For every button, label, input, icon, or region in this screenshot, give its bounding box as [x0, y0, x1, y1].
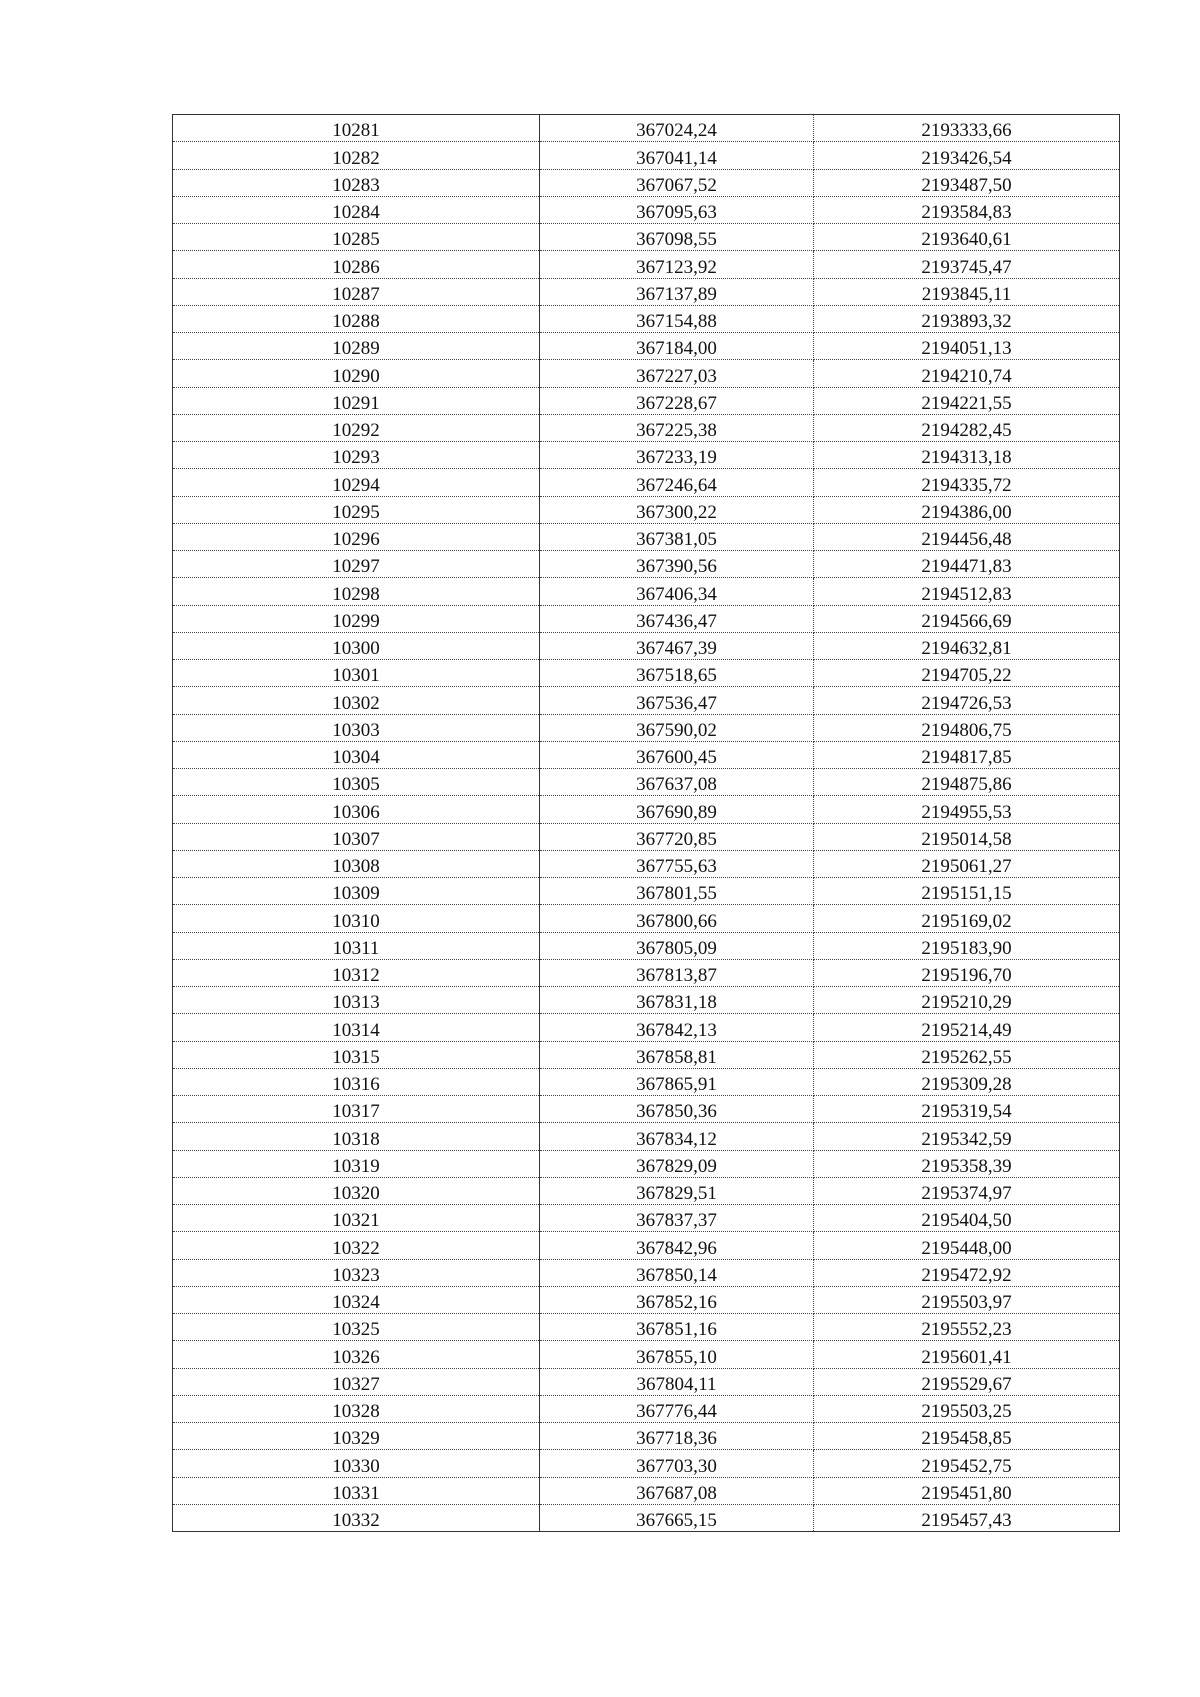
y-coordinate-cell: 2194221,55: [814, 387, 1120, 414]
y-coordinate-cell: 2195404,50: [814, 1205, 1120, 1232]
y-coordinate-cell: 2195210,29: [814, 987, 1120, 1014]
point-number-cell: 10300: [173, 632, 540, 659]
point-number-cell: 10319: [173, 1150, 540, 1177]
point-number-cell: 10299: [173, 605, 540, 632]
point-number-cell: 10322: [173, 1232, 540, 1259]
point-number-cell: 10317: [173, 1096, 540, 1123]
point-number-cell: 10293: [173, 442, 540, 469]
y-coordinate-cell: 2195169,02: [814, 905, 1120, 932]
table-row: [173, 1177, 1120, 1204]
x-coordinate-cell: 367600,45: [540, 741, 814, 768]
x-coordinate-cell: 367842,13: [540, 1014, 814, 1041]
x-coordinate-cell: 367665,15: [540, 1504, 814, 1531]
point-number-cell: 10290: [173, 360, 540, 387]
x-coordinate-cell: 367406,34: [540, 578, 814, 605]
y-coordinate-cell: 2195503,25: [814, 1395, 1120, 1422]
table-row: [173, 442, 1120, 469]
x-coordinate-cell: 367390,56: [540, 551, 814, 578]
x-coordinate-cell: 367300,22: [540, 496, 814, 523]
point-number-cell: 10310: [173, 905, 540, 932]
table-row: [173, 196, 1120, 223]
y-coordinate-cell: 2195457,43: [814, 1504, 1120, 1531]
table-row: [173, 769, 1120, 796]
x-coordinate-cell: 367831,18: [540, 987, 814, 1014]
table-row: [173, 632, 1120, 659]
x-coordinate-cell: 367225,38: [540, 414, 814, 441]
x-coordinate-cell: 367851,16: [540, 1314, 814, 1341]
x-coordinate-cell: 367436,47: [540, 605, 814, 632]
x-coordinate-cell: 367776,44: [540, 1395, 814, 1422]
x-coordinate-cell: 367228,67: [540, 387, 814, 414]
x-coordinate-cell: 367123,92: [540, 251, 814, 278]
table-row: [173, 1096, 1120, 1123]
point-number-cell: 10286: [173, 251, 540, 278]
table-row: [173, 1150, 1120, 1177]
y-coordinate-cell: 2194282,45: [814, 414, 1120, 441]
y-coordinate-cell: 2194955,53: [814, 796, 1120, 823]
table-row: [173, 1205, 1120, 1232]
point-number-cell: 10308: [173, 850, 540, 877]
x-coordinate-cell: 367637,08: [540, 769, 814, 796]
point-number-cell: 10311: [173, 932, 540, 959]
table-row: [173, 305, 1120, 332]
point-number-cell: 10316: [173, 1068, 540, 1095]
y-coordinate-cell: 2194806,75: [814, 714, 1120, 741]
y-coordinate-cell: 2194313,18: [814, 442, 1120, 469]
table-row: [173, 850, 1120, 877]
table-row: [173, 1477, 1120, 1504]
coordinates-table: [172, 114, 1120, 1532]
y-coordinate-cell: 2194456,48: [814, 523, 1120, 550]
point-number-cell: 10325: [173, 1314, 540, 1341]
x-coordinate-cell: 367801,55: [540, 878, 814, 905]
y-coordinate-cell: 2195451,80: [814, 1477, 1120, 1504]
point-number-cell: 10291: [173, 387, 540, 414]
point-number-cell: 10297: [173, 551, 540, 578]
y-coordinate-cell: 2195358,39: [814, 1150, 1120, 1177]
point-number-cell: 10302: [173, 687, 540, 714]
table-row: [173, 1259, 1120, 1286]
table-row: [173, 1232, 1120, 1259]
x-coordinate-cell: 367184,00: [540, 333, 814, 360]
point-number-cell: 10292: [173, 414, 540, 441]
point-number-cell: 10301: [173, 660, 540, 687]
x-coordinate-cell: 367813,87: [540, 959, 814, 986]
y-coordinate-cell: 2195014,58: [814, 823, 1120, 850]
table-row: [173, 1395, 1120, 1422]
point-number-cell: 10281: [173, 115, 540, 142]
y-coordinate-cell: 2194051,13: [814, 333, 1120, 360]
table-row: [173, 823, 1120, 850]
table-row: [173, 1314, 1120, 1341]
table-row: [173, 741, 1120, 768]
y-coordinate-cell: 2194632,81: [814, 632, 1120, 659]
table-row: [173, 1450, 1120, 1477]
y-coordinate-cell: 2194386,00: [814, 496, 1120, 523]
x-coordinate-cell: 367536,47: [540, 687, 814, 714]
table-row: [173, 959, 1120, 986]
y-coordinate-cell: 2195319,54: [814, 1096, 1120, 1123]
x-coordinate-cell: 367590,02: [540, 714, 814, 741]
y-coordinate-cell: 2194210,74: [814, 360, 1120, 387]
point-number-cell: 10314: [173, 1014, 540, 1041]
x-coordinate-cell: 367467,39: [540, 632, 814, 659]
y-coordinate-cell: 2194566,69: [814, 605, 1120, 632]
table-row: [173, 414, 1120, 441]
table-row: [173, 278, 1120, 305]
y-coordinate-cell: 2195552,23: [814, 1314, 1120, 1341]
y-coordinate-cell: 2195183,90: [814, 932, 1120, 959]
table-row: [173, 1423, 1120, 1450]
x-coordinate-cell: 367687,08: [540, 1477, 814, 1504]
point-number-cell: 10318: [173, 1123, 540, 1150]
table-row: [173, 142, 1120, 169]
point-number-cell: 10323: [173, 1259, 540, 1286]
table-row: [173, 660, 1120, 687]
x-coordinate-cell: 367718,36: [540, 1423, 814, 1450]
y-coordinate-cell: 2193745,47: [814, 251, 1120, 278]
coordinates-table-body: [173, 115, 1120, 1532]
y-coordinate-cell: 2195262,55: [814, 1041, 1120, 1068]
x-coordinate-cell: 367024,24: [540, 115, 814, 142]
point-number-cell: 10321: [173, 1205, 540, 1232]
table-row: [173, 1368, 1120, 1395]
point-number-cell: 10304: [173, 741, 540, 768]
x-coordinate-cell: 367837,37: [540, 1205, 814, 1232]
table-row: [173, 469, 1120, 496]
point-number-cell: 10288: [173, 305, 540, 332]
table-row: [173, 714, 1120, 741]
y-coordinate-cell: 2194335,72: [814, 469, 1120, 496]
table-row: [173, 1341, 1120, 1368]
y-coordinate-cell: 2194705,22: [814, 660, 1120, 687]
table-row: [173, 169, 1120, 196]
y-coordinate-cell: 2195458,85: [814, 1423, 1120, 1450]
x-coordinate-cell: 367381,05: [540, 523, 814, 550]
table-row: [173, 523, 1120, 550]
point-number-cell: 10332: [173, 1504, 540, 1531]
point-number-cell: 10315: [173, 1041, 540, 1068]
y-coordinate-cell: 2195503,97: [814, 1286, 1120, 1313]
table-row: [173, 578, 1120, 605]
point-number-cell: 10287: [173, 278, 540, 305]
table-row: [173, 1123, 1120, 1150]
y-coordinate-cell: 2195061,27: [814, 850, 1120, 877]
y-coordinate-cell: 2193893,32: [814, 305, 1120, 332]
y-coordinate-cell: 2195342,59: [814, 1123, 1120, 1150]
point-number-cell: 10282: [173, 142, 540, 169]
y-coordinate-cell: 2193487,50: [814, 169, 1120, 196]
point-number-cell: 10312: [173, 959, 540, 986]
table-row: [173, 115, 1120, 142]
y-coordinate-cell: 2195601,41: [814, 1341, 1120, 1368]
x-coordinate-cell: 367041,14: [540, 142, 814, 169]
y-coordinate-cell: 2195196,70: [814, 959, 1120, 986]
x-coordinate-cell: 367720,85: [540, 823, 814, 850]
y-coordinate-cell: 2195529,67: [814, 1368, 1120, 1395]
x-coordinate-cell: 367855,10: [540, 1341, 814, 1368]
point-number-cell: 10298: [173, 578, 540, 605]
point-number-cell: 10294: [173, 469, 540, 496]
y-coordinate-cell: 2194817,85: [814, 741, 1120, 768]
y-coordinate-cell: 2195472,92: [814, 1259, 1120, 1286]
y-coordinate-cell: 2195214,49: [814, 1014, 1120, 1041]
table-row: [173, 224, 1120, 251]
y-coordinate-cell: 2194726,53: [814, 687, 1120, 714]
x-coordinate-cell: 367095,63: [540, 196, 814, 223]
x-coordinate-cell: 367800,66: [540, 905, 814, 932]
table-row: [173, 796, 1120, 823]
x-coordinate-cell: 367850,14: [540, 1259, 814, 1286]
table-row: [173, 878, 1120, 905]
y-coordinate-cell: 2193640,61: [814, 224, 1120, 251]
x-coordinate-cell: 367154,88: [540, 305, 814, 332]
table-row: [173, 1504, 1120, 1531]
table-row: [173, 987, 1120, 1014]
point-number-cell: 10289: [173, 333, 540, 360]
x-coordinate-cell: 367233,19: [540, 442, 814, 469]
point-number-cell: 10326: [173, 1341, 540, 1368]
point-number-cell: 10320: [173, 1177, 540, 1204]
point-number-cell: 10303: [173, 714, 540, 741]
y-coordinate-cell: 2194875,86: [814, 769, 1120, 796]
y-coordinate-cell: 2194512,83: [814, 578, 1120, 605]
point-number-cell: 10330: [173, 1450, 540, 1477]
x-coordinate-cell: 367858,81: [540, 1041, 814, 1068]
y-coordinate-cell: 2193426,54: [814, 142, 1120, 169]
point-number-cell: 10313: [173, 987, 540, 1014]
y-coordinate-cell: 2195309,28: [814, 1068, 1120, 1095]
point-number-cell: 10305: [173, 769, 540, 796]
point-number-cell: 10309: [173, 878, 540, 905]
y-coordinate-cell: 2193333,66: [814, 115, 1120, 142]
x-coordinate-cell: 367842,96: [540, 1232, 814, 1259]
table-row: [173, 333, 1120, 360]
x-coordinate-cell: 367703,30: [540, 1450, 814, 1477]
x-coordinate-cell: 367850,36: [540, 1096, 814, 1123]
table-row: [173, 1014, 1120, 1041]
x-coordinate-cell: 367865,91: [540, 1068, 814, 1095]
x-coordinate-cell: 367098,55: [540, 224, 814, 251]
point-number-cell: 10328: [173, 1395, 540, 1422]
y-coordinate-cell: 2193845,11: [814, 278, 1120, 305]
point-number-cell: 10296: [173, 523, 540, 550]
point-number-cell: 10327: [173, 1368, 540, 1395]
point-number-cell: 10307: [173, 823, 540, 850]
point-number-cell: 10285: [173, 224, 540, 251]
table-row: [173, 905, 1120, 932]
table-row: [173, 360, 1120, 387]
table-row: [173, 687, 1120, 714]
table-row: [173, 605, 1120, 632]
y-coordinate-cell: 2194471,83: [814, 551, 1120, 578]
table-row: [173, 932, 1120, 959]
x-coordinate-cell: 367246,64: [540, 469, 814, 496]
table-row: [173, 496, 1120, 523]
table-row: [173, 1041, 1120, 1068]
point-number-cell: 10306: [173, 796, 540, 823]
x-coordinate-cell: 367852,16: [540, 1286, 814, 1313]
x-coordinate-cell: 367690,89: [540, 796, 814, 823]
x-coordinate-cell: 367067,52: [540, 169, 814, 196]
x-coordinate-cell: 367518,65: [540, 660, 814, 687]
y-coordinate-cell: 2193584,83: [814, 196, 1120, 223]
y-coordinate-cell: 2195374,97: [814, 1177, 1120, 1204]
x-coordinate-cell: 367829,51: [540, 1177, 814, 1204]
table-row: [173, 1286, 1120, 1313]
x-coordinate-cell: 367805,09: [540, 932, 814, 959]
point-number-cell: 10324: [173, 1286, 540, 1313]
x-coordinate-cell: 367137,89: [540, 278, 814, 305]
x-coordinate-cell: 367804,11: [540, 1368, 814, 1395]
point-number-cell: 10329: [173, 1423, 540, 1450]
y-coordinate-cell: 2195452,75: [814, 1450, 1120, 1477]
table-row: [173, 387, 1120, 414]
table-row: [173, 1068, 1120, 1095]
table-row: [173, 551, 1120, 578]
x-coordinate-cell: 367834,12: [540, 1123, 814, 1150]
point-number-cell: 10331: [173, 1477, 540, 1504]
y-coordinate-cell: 2195151,15: [814, 878, 1120, 905]
table-row: [173, 251, 1120, 278]
y-coordinate-cell: 2195448,00: [814, 1232, 1120, 1259]
point-number-cell: 10295: [173, 496, 540, 523]
x-coordinate-cell: 367755,63: [540, 850, 814, 877]
point-number-cell: 10283: [173, 169, 540, 196]
x-coordinate-cell: 367829,09: [540, 1150, 814, 1177]
x-coordinate-cell: 367227,03: [540, 360, 814, 387]
point-number-cell: 10284: [173, 196, 540, 223]
